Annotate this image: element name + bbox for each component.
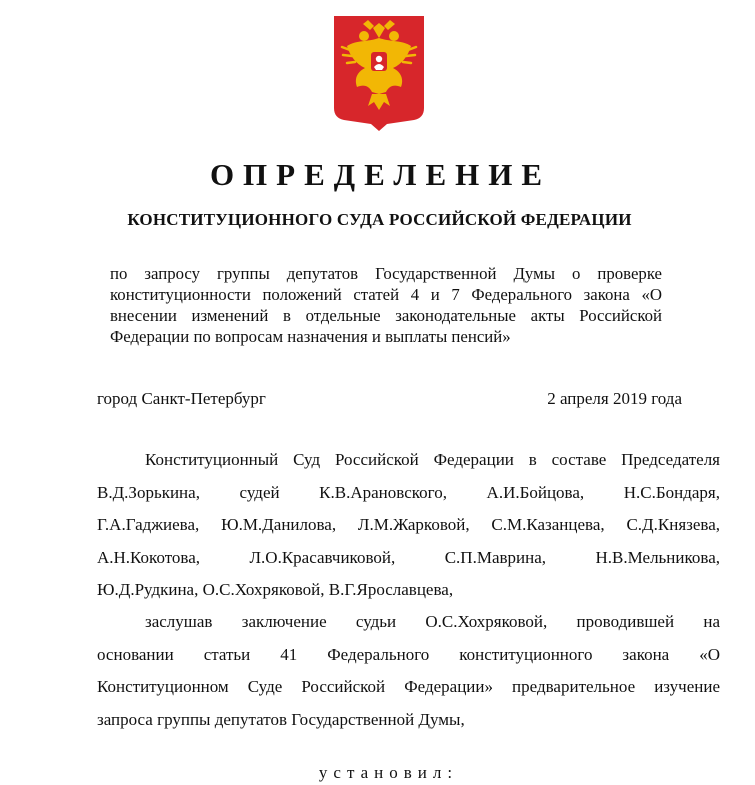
document-title: ОПРЕДЕЛЕНИЕ — [209, 157, 552, 192]
paragraph-line: запроса группы депутатов Государственной Думы, — [97, 709, 465, 729]
subject-line: внесении изменений в отдельные законодательные акты Российской — [110, 306, 662, 325]
paragraph-line: Конституционном Суде Российской Федерации» предварительное изучение — [97, 677, 720, 696]
subject-line: Федерации по вопросам назначения и выплаты пенсий» — [110, 327, 511, 346]
paragraph-line: Г.А.Гаджиева, Ю.М.Данилова, Л.М.Жарковой, С.М.Казанцева, С.Д.Князева, — [97, 515, 720, 534]
paragraph-line: основании статьи 41 Федерального конституционного закона «О — [97, 644, 720, 664]
paragraph-line: заслушав заключение судьи О.С.Хохряковой, проводившей на — [145, 612, 720, 631]
paragraph-line: Ю.Д.Рудкина, О.С.Хохряковой, В.Г.Ярославцева, — [97, 580, 454, 599]
paragraph-composition — [97, 444, 720, 607]
subject-line: по запросу группы депутатов Государственной Думы о проверке — [110, 264, 662, 283]
decision-heading: установил: — [318, 763, 459, 782]
place: город Санкт-Петербург — [97, 389, 266, 408]
document-subject — [110, 263, 662, 347]
paragraph-hearing — [97, 606, 720, 736]
paragraph-line: Конституционный Суд Российской Федерации в составе Председателя — [145, 450, 720, 469]
coat-of-arms-icon — [332, 14, 426, 132]
subject-line: конституционности положений статей 4 и 7 Федерального закона «О — [110, 285, 662, 304]
court-name: КОНСТИТУЦИОННОГО СУДА РОССИЙСКОЙ ФЕДЕРАЦИИ — [127, 210, 632, 229]
place-and-date — [97, 388, 682, 410]
date: 2 апреля 2019 года — [547, 389, 682, 408]
paragraph-line: В.Д.Зорькина, судей К.В.Арановского, А.И.Бойцова, Н.С.Бондаря, — [97, 482, 720, 502]
paragraph-line: А.Н.Кокотова, Л.О.Красавчиковой, С.П.Маврина, Н.В.Мельникова, — [97, 547, 720, 567]
